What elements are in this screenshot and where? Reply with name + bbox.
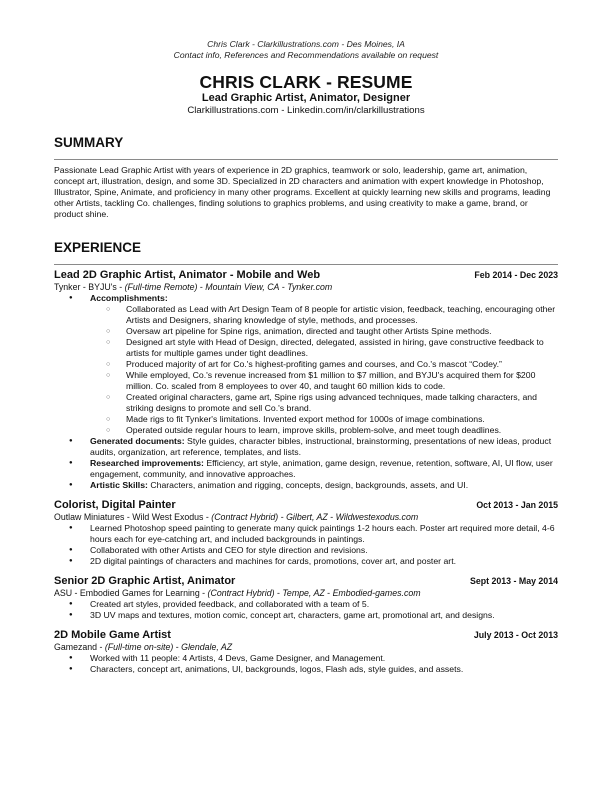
job-dates: July 2013 - Oct 2013 <box>473 630 558 641</box>
job-location: Mountain View, CA <box>205 282 280 293</box>
resume-header <box>54 39 558 117</box>
employment-type: (Contract Hybrid) <box>207 588 275 599</box>
resume-title: CHRIS CLARK - RESUME <box>199 72 413 92</box>
section-title-experience: EXPERIENCE <box>54 240 142 256</box>
list-item: ● Learned Photoshop speed painting to generate many quick paintings 1-2 hours each. Poster art required more detail, 4-6 hours each for eye-catching art, and included backgrounds in paintings. <box>54 523 558 545</box>
job-entry <box>54 269 558 491</box>
bullet-label: Researched improvements: <box>90 458 204 469</box>
list-item: ● Characters, concept art, animations, UI, backgrounds, logos, Flash ads, style guides, and assets. <box>54 664 558 675</box>
company-name: Tynker - BYJU's <box>54 282 117 293</box>
separator: - <box>279 282 288 293</box>
list-item: ○ Designed art style with Head of Design, directed, delegated, assisted in hiring, gave constructive feedback to artists for multiple games under tight deadlines. <box>54 337 558 359</box>
summary-text: Passionate Lead Graphic Artist with years of experience in 2D graphics, teamwork or solo, leadership, game art, animation, concept art, illustration, design, and some 3D. Specialized in 2D characters and animation with expert knowledge in Photoshop, Illustrator, Spine, Animate, and proficiency in many other programs. Excellent at quickly learning new skills and programs, leading other Artists, tackling Co. challenges, finding solutions to graphics problems, and using creativity to make a game, brand, or product shine. <box>54 165 551 220</box>
job-title: Colorist, Digital Painter <box>54 499 176 512</box>
divider <box>54 159 558 160</box>
job-entry <box>54 499 558 567</box>
job-location: Glendale, AZ <box>181 642 233 653</box>
bullet-label: Artistic Skills: <box>90 480 148 491</box>
experience-section <box>54 240 558 675</box>
job-company-line <box>54 588 558 599</box>
section-title-summary: SUMMARY <box>54 135 124 150</box>
employment-type: (Contract Hybrid) <box>211 512 279 523</box>
separator: - <box>173 642 182 653</box>
job-company-line <box>54 512 558 523</box>
resume-page <box>54 0 558 675</box>
list-item: ○ Operated outside regular hours to learn, improve skills, problem-solve, and meet tough deadlines. <box>54 425 558 436</box>
list-item: ● Worked with 11 people: 4 Artists, 4 Devs, Game Designer, and Management. <box>54 653 558 664</box>
company-site: Embodied-games.com <box>332 588 421 599</box>
list-item: ● 3D UV maps and textures, motion comic, concept art, characters, game art, promotional art, and designs. <box>54 610 558 621</box>
list-item: ○ Created original characters, game art, Spine rigs using advanced techniques, made talking characters, and striking designs to promote and sell Co.'s brand. <box>54 392 558 414</box>
job-title: Lead 2D Graphic Artist, Animator - Mobile and Web <box>54 269 321 282</box>
employment-type: (Full-time Remote) <box>124 282 198 293</box>
separator: - <box>116 282 125 293</box>
job-title: 2D Mobile Game Artist <box>54 629 171 642</box>
separator: - <box>203 512 212 523</box>
summary-section <box>54 135 558 220</box>
job-location: Tempe, AZ <box>282 588 325 599</box>
references-note: Contact info, References and Recommendations available on request <box>173 50 439 60</box>
list-item <box>54 436 558 458</box>
separator: - <box>324 588 333 599</box>
list-item: ○ Made rigs to fit Tynker's limitations. Invented export method for 1000s of image combinations. <box>54 414 558 425</box>
company-name: ASU - Embodied Games for Learning <box>54 588 200 599</box>
company-site: Tynker.com <box>287 282 333 293</box>
job-entry <box>54 629 558 675</box>
separator: - <box>97 642 105 653</box>
list-item <box>54 293 558 436</box>
separator: - <box>327 512 336 523</box>
company-name: Gamezand <box>54 642 98 653</box>
accomplishments-label: Accomplishments: <box>90 293 168 304</box>
list-item: ○ Produced majority of art for Co.'s highest-profiting games and courses, and Co.'s mascot “Codey.” <box>54 359 558 370</box>
job-title: Senior 2D Graphic Artist, Animator <box>54 575 236 588</box>
job-company-line <box>54 642 558 653</box>
bullet-text: Characters, animation and rigging, concepts, design, backgrounds, assets, and UI. <box>147 480 469 491</box>
job-dates: Feb 2014 - Dec 2023 <box>474 270 558 281</box>
separator: - <box>278 512 287 523</box>
employment-type: (Full-time on-site) <box>104 642 174 653</box>
list-item: ● Created art styles, provided feedback, and collaborated with a team of 5. <box>54 599 558 610</box>
job-company-line <box>54 282 558 293</box>
contact-line: Chris Clark - Clarkillustrations.com - Des Moines, IA <box>207 39 405 49</box>
list-item: ○ Collaborated as Lead with Art Design Team of 8 people for artistic vision, feedback, teaching, encouraging other Artists and Designers, sharing knowledge of style, methods, and processes. <box>54 304 558 326</box>
company-name: Outlaw Miniatures - Wild West Exodus <box>54 512 204 523</box>
list-item: ● 2D digital paintings of characters and machines for cards, promotions, cover art, and poster art. <box>54 556 558 567</box>
divider <box>54 264 558 265</box>
job-dates: Sept 2013 - May 2014 <box>469 576 558 587</box>
resume-subtitle: Lead Graphic Artist, Animator, Designer <box>201 92 411 104</box>
separator: - <box>197 282 206 293</box>
company-site: Wildwestexodus.com <box>335 512 419 523</box>
bullet-text: Style guides, character bibles, instructional, brainstorming, presentations of new ideas, product audits, organization, art reference, templates, and lists. <box>90 436 552 458</box>
list-item <box>54 480 558 491</box>
profile-links: Clarkillustrations.com - Linkedin.com/in/clarkillustrations <box>187 105 425 116</box>
bullet-label: Generated documents: <box>90 436 185 447</box>
job-entry <box>54 575 558 621</box>
list-item: ○ Oversaw art pipeline for Spine rigs, animation, directed and taught other Artists Spine methods. <box>54 326 558 337</box>
separator: - <box>274 588 283 599</box>
job-location: Gilbert, AZ <box>286 512 328 523</box>
job-dates: Oct 2013 - Jan 2015 <box>476 500 558 511</box>
list-item: ● Collaborated with other Artists and CEO for style direction and revisions. <box>54 545 558 556</box>
list-item <box>54 458 558 480</box>
separator: - <box>199 588 208 599</box>
list-item: ○ While employed, Co.'s revenue increased from $1 million to $7 million, and BYJU's acquired them for $200 million. Co. scaled from 8 employees to over 40, and taught 60 million kids to code. <box>54 370 558 392</box>
bullet-text: Efficiency, art style, animation, game design, revenue, retention, software, AI, UI flow, user engagement, community, and innovative approaches. <box>90 458 553 480</box>
